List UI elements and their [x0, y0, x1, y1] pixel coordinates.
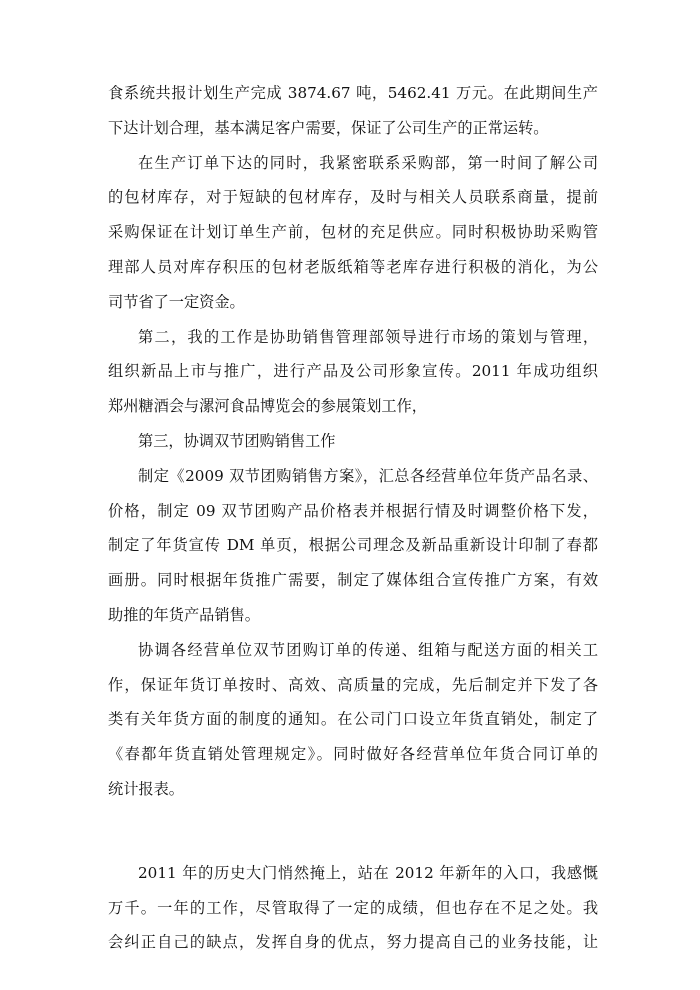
text-line: 统计报表。 [108, 779, 184, 798]
section-heading: 第三，协调双节团购销售工作 [138, 431, 336, 450]
text-line: 郑州糖酒会与漯河食品博览会的参展策划工作， [108, 397, 427, 416]
text-line: 司节省了一定资金。 [108, 292, 245, 311]
paragraph-gap [108, 807, 598, 856]
text-line: 在生产订单下达的同时，我紧密联系采购部，第一时间了解公司 [138, 153, 598, 172]
paragraph-marketing-support [108, 320, 598, 424]
text-line: 协调各经营单位双节团购订单的传递、组箱与配送方面的相关工 [138, 640, 598, 659]
paragraph-packaging-procurement [108, 146, 598, 320]
text-line: 2011 年的历史大门悄然掩上，站在 2012 年新年的入口，我感慨 [138, 863, 598, 882]
text-line: 作，保证年货订单按时、高效、高质量的完成，先后制定并下发了各 [108, 675, 598, 694]
text-line: 采购保证在计划订单生产前，包材的充足供应。同时积极协助采购管 [108, 223, 598, 242]
text-line: 画册。同时根据年货推广需要，制定了媒体组合宣传推广方案，有效 [108, 571, 598, 590]
text-line: 制定《2009 双节团购销售方案》，汇总各经营单位年货产品名录、 [138, 466, 598, 485]
document-body [108, 76, 598, 960]
text-line: 助推的年货产品销售。 [108, 605, 260, 624]
paragraph-order-coordination [108, 633, 598, 807]
text-line: 制定了年货宣传 DM 单页，根据公司理念及新品重新设计印制了春都 [108, 536, 598, 555]
text-line: 组织新品上市与推广，进行产品及公司形象宣传。2011 年成功组织 [108, 362, 598, 381]
paragraph-year-reflection [108, 856, 598, 960]
text-line: 《春都年货直销处管理规定》。同时做好各经营单位年货合同订单的 [108, 745, 598, 764]
paragraph-production-summary [108, 76, 598, 146]
text-line: 万千。一年的工作，尽管取得了一定的成绩，但也存在不足之处。我 [108, 898, 598, 917]
text-line: 类有关年货方面的制度的通知。在公司门口设立年货直销处，制定了 [108, 710, 598, 729]
paragraph-third-heading [108, 424, 598, 459]
text-line: 食系统共报计划生产完成 3874.67 吨，5462.41 万元。在此期间生产 [108, 84, 598, 102]
text-line: 价格，制定 09 双节团购产品价格表并根据行情及时调整价格下发， [108, 501, 598, 520]
text-line: 第二，我的工作是协助销售管理部领导进行市场的策划与管理， [138, 327, 598, 346]
text-line: 的包材库存，对于短缺的包材库存，及时与相关人员联系商量，提前 [108, 188, 598, 207]
paragraph-group-purchase-plan [108, 459, 598, 633]
text-line: 下达计划合理，基本满足客户需要，保证了公司生产的正常运转。 [108, 118, 549, 137]
text-line: 理部人员对库存积压的包材老版纸箱等老库存进行积极的消化，为公 [108, 257, 598, 276]
text-line: 会纠正自己的缺点，发挥自身的优点，努力提高自己的业务技能，让 [108, 933, 598, 952]
